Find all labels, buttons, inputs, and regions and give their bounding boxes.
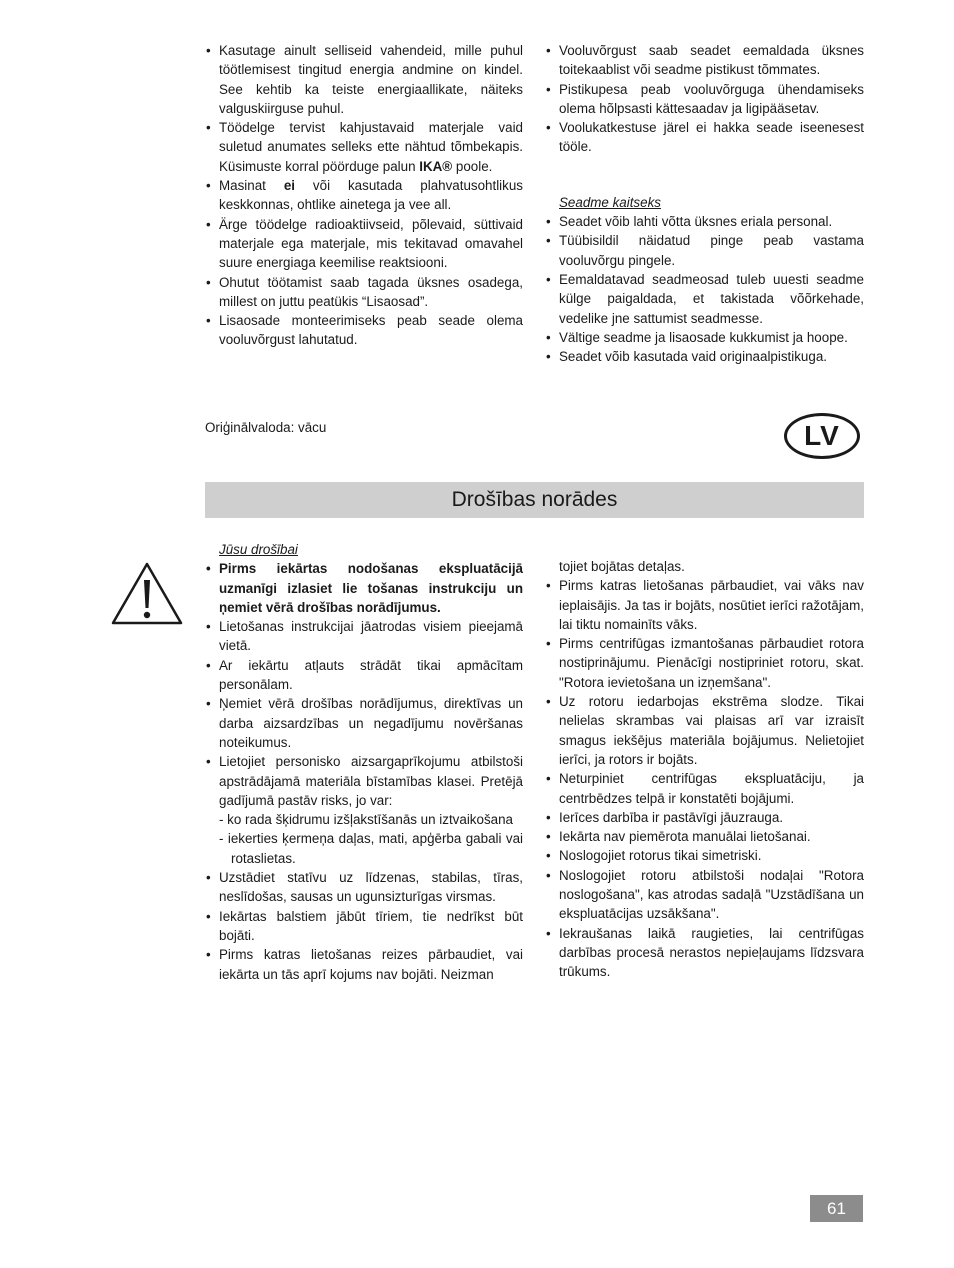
sub-list-item: - ko rada šķidrumu izšļakstīšanās un iztvaikošana: [219, 812, 513, 828]
list-item: • Iekārtas balstiem jābūt tīriem, tie nedrīkst būt bojāti.: [205, 907, 523, 946]
list-item: • Kasutage ainult selliseid vahendeid, mille puhul töötlemisest tingitud energia andmine on kindel. See kehtib ka teiste energiaallikate, näiteks valguskiirguse puhul.: [205, 41, 523, 118]
list-item: • Seadet võib lahti võtta üksnes eriala personal.: [545, 212, 864, 231]
list-item: • Pirms centrifūgas izmantošanas pārbaudiet rotora nostiprinājumu. Pienācīgi nostipriniet rotoru, skat. "Rotora ievietošana un izņemšana".: [545, 634, 864, 692]
list-item: • Ohutut töötamist saab tagada üksnes osadega, millest on juttu peatükis “Lisaosad”.: [205, 273, 523, 312]
list-item: • Eemaldatavad seadmeosad tuleb uuesti seadme külge paigaldada, et takistada võõrkehade, vedelike jne sattumist seadmesse.: [545, 270, 864, 328]
section-title: Drošības norādes: [205, 482, 864, 518]
list-item: • Uz rotoru iedarbojas ekstrēma slodze. Tikai nelielas skrambas vai plaisas arī var izraisīt smagus iekšējus materiāla bojājumus. Nelietojiet ierīci, ja rotors ir bojāts.: [545, 692, 864, 769]
list-item: • Iekraušanas laikā raugieties, lai centrifūgas darbības procesā nerastos nepieļaujams līdzsvara trūkums.: [545, 924, 864, 982]
subheading: Seadme kaitseks: [559, 194, 661, 210]
list-item: • Töödelge tervist kahjustavaid materjale vaid suletud anumates selleks ette nähtud tõmbekapis. Küsimuste korral pöörduge palun IKA® poole.: [205, 118, 523, 176]
warning-triangle-icon: [110, 560, 184, 626]
list-item: • Lisaosade monteerimiseks peab seade olema vooluvõrgust lahutatud.: [205, 311, 523, 350]
original-language-note: Oriģinālvaloda: vācu: [205, 420, 327, 435]
list-item: • Lietojiet personisko aizsargaprīkojumu atbilstoši apstrādājamā materiāla bīstamības klasei. Pretējā gadījumā pastāv risks, jo var:: [205, 752, 523, 810]
list-item: • Pirms katras lietošanas reizes pārbaudiet, vai iekārta un tās aprī kojums nav bojāti. Neizman: [205, 945, 523, 984]
list-item: • Tüübisildil näidatud pinge peab vastama vooluvõrgu pingele.: [545, 231, 864, 270]
page-number: 61: [810, 1195, 863, 1222]
list-item: • Voolukatkestuse järel ei hakka seade iseenesest tööle.: [545, 118, 864, 157]
list-item: • Iekārta nav piemērota manuālai lietošanai.: [545, 827, 864, 846]
list-item: • Uzstādiet statīvu uz līdzenas, stabilas, tīras, neslīdošas, sausas un ugunsizturīgas virsmas.: [205, 868, 523, 907]
et-left-column: [205, 41, 523, 350]
subheading: Jūsu drošībai: [219, 542, 298, 557]
list-item: • Noslogojiet rotorus tikai simetriski.: [545, 846, 864, 865]
lv-left-column: [205, 540, 523, 984]
brand-name: IKA®: [419, 158, 453, 174]
list-item: • Pirms katras lietošanas pārbaudiet, vai vāks nav ieplaisājis. Ja tas ir bojāts, nosūtiet ierīci ražotājam, lai tiktu nomainīts vāks.: [545, 576, 864, 634]
list-item: • Noslogojiet rotoru atbilstoši nodaļai "Rotora noslogošana", kas atrodas sadaļā "Uzstādīšana un ekspluatācijas uzsākšana".: [545, 866, 864, 924]
continuation-text: tojiet bojātas detaļas.: [559, 559, 685, 574]
list-item: • Pistikupesa peab vooluvõrguga ühendamiseks olema hõlpsasti kättesaadav ja ligipääsetav.: [545, 80, 864, 119]
list-item: • Ar iekārtu atļauts strādāt tikai apmācītam personālam.: [205, 656, 523, 695]
list-item: • Ärge töödelge radioaktiivseid, põlevaid, süttivaid materjale ega materjale, mis tekitavad omavahel suure energiaga keemilise reaktsiooni.: [205, 215, 523, 273]
list-item: • Ņemiet vērā drošības norādījumus, direktīvas un darba aizsardzības un negadījumu novēršanas noteikumus.: [205, 694, 523, 752]
list-item: • Neturpiniet centrifūgas ekspluatāciju, ja centrbēdzes telpā ir konstatēti bojājumi.: [545, 769, 864, 808]
sub-list-item: - iekerties ķermeņa daļas, mati, apģērba gabali vai rotaslietas.: [219, 831, 523, 866]
list-item: • Ierīces darbība ir pastāvīgi jāuzrauga.: [545, 808, 864, 827]
list-item: • Lietošanas instrukcijai jāatrodas visiem pieejamā vietā.: [205, 617, 523, 656]
language-badge: LV: [784, 413, 860, 459]
et-right-column: [545, 41, 864, 366]
lv-right-column: [545, 557, 864, 982]
list-item: • Masinat ei või kasutada plahvatusohtlikus keskkonnas, ohtlike ainetega ja vee all.: [205, 176, 523, 215]
list-item: • Seadet võib kasutada vaid originaalpistikuga.: [545, 347, 864, 366]
list-item: • Pirms iekārtas nodošanas ekspluatācijā uzmanīgi izlasiet lie tošanas instrukciju un ņemiet vērā drošības norādījumus.: [205, 559, 523, 617]
list-item: • Vooluvõrgust saab seadet eemaldada üksnes toitekaablist või seadme pistikust tõmmates.: [545, 41, 864, 80]
list-item: • Vältige seadme ja lisaosade kukkumist ja hoope.: [545, 328, 864, 347]
